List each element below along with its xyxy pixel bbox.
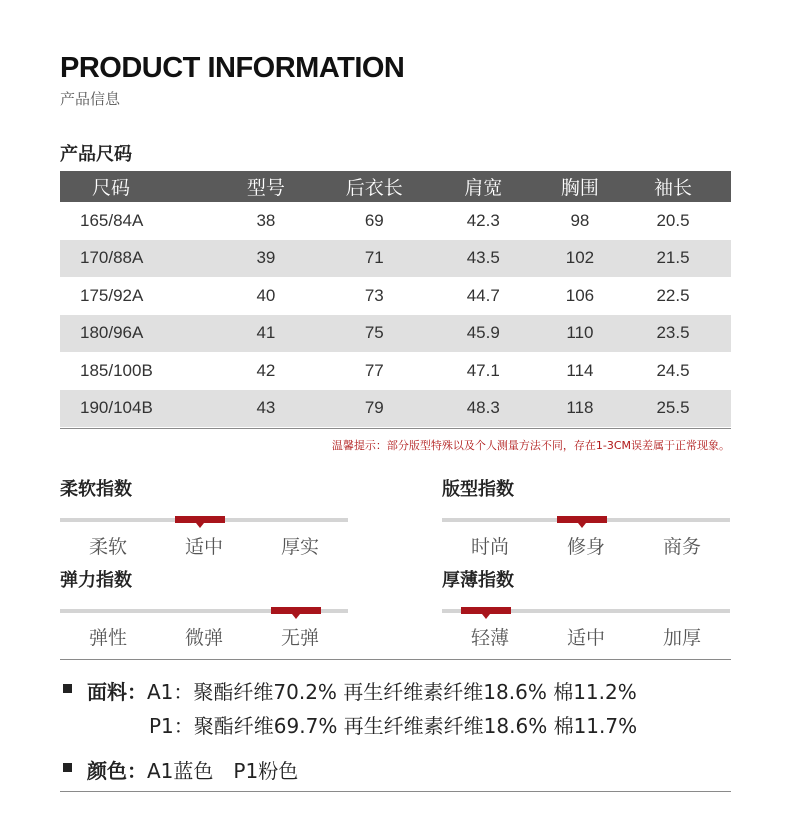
table-cell: 180/96A [60, 315, 205, 353]
index-option: 加厚 [662, 627, 701, 649]
index-title: 柔软指数 [60, 479, 132, 500]
table-cell: 42 [256, 360, 276, 380]
index-option: 时尚 [470, 536, 509, 558]
material-line-1 [87, 676, 637, 705]
index-fit [442, 475, 730, 558]
index-elasticity [60, 566, 348, 649]
table-header-row [60, 171, 731, 202]
index-option: 微弹 [184, 627, 223, 649]
table-cell: 41 [205, 315, 327, 353]
table-cell: 25.5 [615, 390, 731, 428]
table-cell: 47.1 [466, 360, 500, 380]
bullet-icon [63, 763, 72, 772]
index-softness [60, 475, 348, 558]
table-cell: 69 [364, 210, 384, 230]
index-option: 适中 [566, 627, 605, 649]
index-option: 修身 [566, 536, 605, 558]
table-cell: 106 [565, 285, 595, 305]
index-title: 弹力指数 [60, 570, 132, 591]
table-cell: 71 [327, 240, 422, 278]
table-cell: 43.5 [422, 240, 545, 278]
table-cell: 43 [205, 390, 327, 428]
table-cell: 40 [256, 285, 276, 305]
page-subtitle: 产品信息 [60, 90, 121, 108]
table-cell: 77 [364, 360, 384, 380]
index-title: 厚薄指数 [442, 570, 514, 591]
index-title: 版型指数 [442, 479, 514, 500]
table-cell: 185/100B [80, 360, 153, 380]
index-option: 无弹 [280, 627, 319, 649]
color-label: 颜色： [87, 759, 147, 783]
table-row [60, 315, 731, 353]
column-header: 型号 [205, 171, 327, 202]
table-cell: 79 [327, 390, 422, 428]
divider [60, 428, 731, 429]
column-header: 袖长 [615, 171, 731, 202]
column-header: 尺码 [60, 171, 205, 202]
column-header: 胸围 [545, 171, 615, 202]
color-line [87, 755, 298, 784]
table-cell: 44.7 [466, 285, 500, 305]
table-cell: 175/92A [80, 285, 144, 305]
index-marker [461, 607, 511, 614]
table-cell: 23.5 [615, 315, 731, 353]
material-line-2: P1：聚酯纤维69.7% 再生纤维素纤维18.6% 棉11.7% [149, 714, 638, 738]
table-row [60, 390, 731, 428]
index-option: 轻薄 [470, 627, 509, 649]
size-section-title: 产品尺码 [60, 144, 132, 165]
table-cell: 42.3 [466, 210, 500, 230]
material-value: A1：聚酯纤维70.2% 再生纤维素纤维18.6% 棉11.2% [147, 680, 637, 704]
table-cell: 110 [545, 315, 615, 353]
table-cell: 114 [566, 360, 594, 380]
page-title: PRODUCT INFORMATION [60, 52, 405, 84]
table-cell: 118 [545, 390, 615, 428]
table-row [60, 240, 731, 278]
index-marker [271, 607, 321, 614]
table-cell: 75 [327, 315, 422, 353]
color-value: A1蓝色 P1粉色 [147, 759, 299, 783]
table-cell: 98 [570, 210, 590, 230]
table-cell: 102 [545, 240, 615, 278]
table-row [60, 202, 731, 240]
index-option: 柔软 [88, 536, 127, 558]
table-cell: 190/104B [60, 390, 205, 428]
index-thickness [442, 566, 730, 649]
table-cell: 24.5 [656, 360, 690, 380]
table-cell: 165/84A [80, 210, 144, 230]
divider [60, 791, 731, 792]
material-label: 面料： [87, 680, 147, 704]
index-option: 适中 [184, 536, 223, 558]
table-row [60, 352, 731, 390]
index-marker [557, 516, 607, 523]
table-cell: 38 [256, 210, 276, 230]
index-option: 商务 [662, 536, 701, 558]
table-cell: 170/88A [60, 240, 205, 278]
table-cell: 22.5 [656, 285, 690, 305]
table-cell: 21.5 [615, 240, 731, 278]
bullet-icon [63, 684, 72, 693]
table-cell: 73 [364, 285, 384, 305]
table-cell: 39 [205, 240, 327, 278]
table-cell: 20.5 [656, 210, 690, 230]
column-header: 肩宽 [422, 171, 545, 202]
table-cell: 45.9 [422, 315, 545, 353]
table-row [60, 277, 731, 315]
index-option: 弹性 [88, 627, 127, 649]
index-marker [175, 516, 225, 523]
table-cell: 48.3 [422, 390, 545, 428]
divider [60, 659, 731, 660]
size-note: 温馨提示：部分版型特殊以及个人测量方法不同，存在1-3CM误差属于正常现象。 [331, 439, 730, 452]
column-header: 后衣长 [327, 171, 422, 202]
size-table [60, 171, 731, 427]
index-option: 厚实 [280, 536, 319, 558]
